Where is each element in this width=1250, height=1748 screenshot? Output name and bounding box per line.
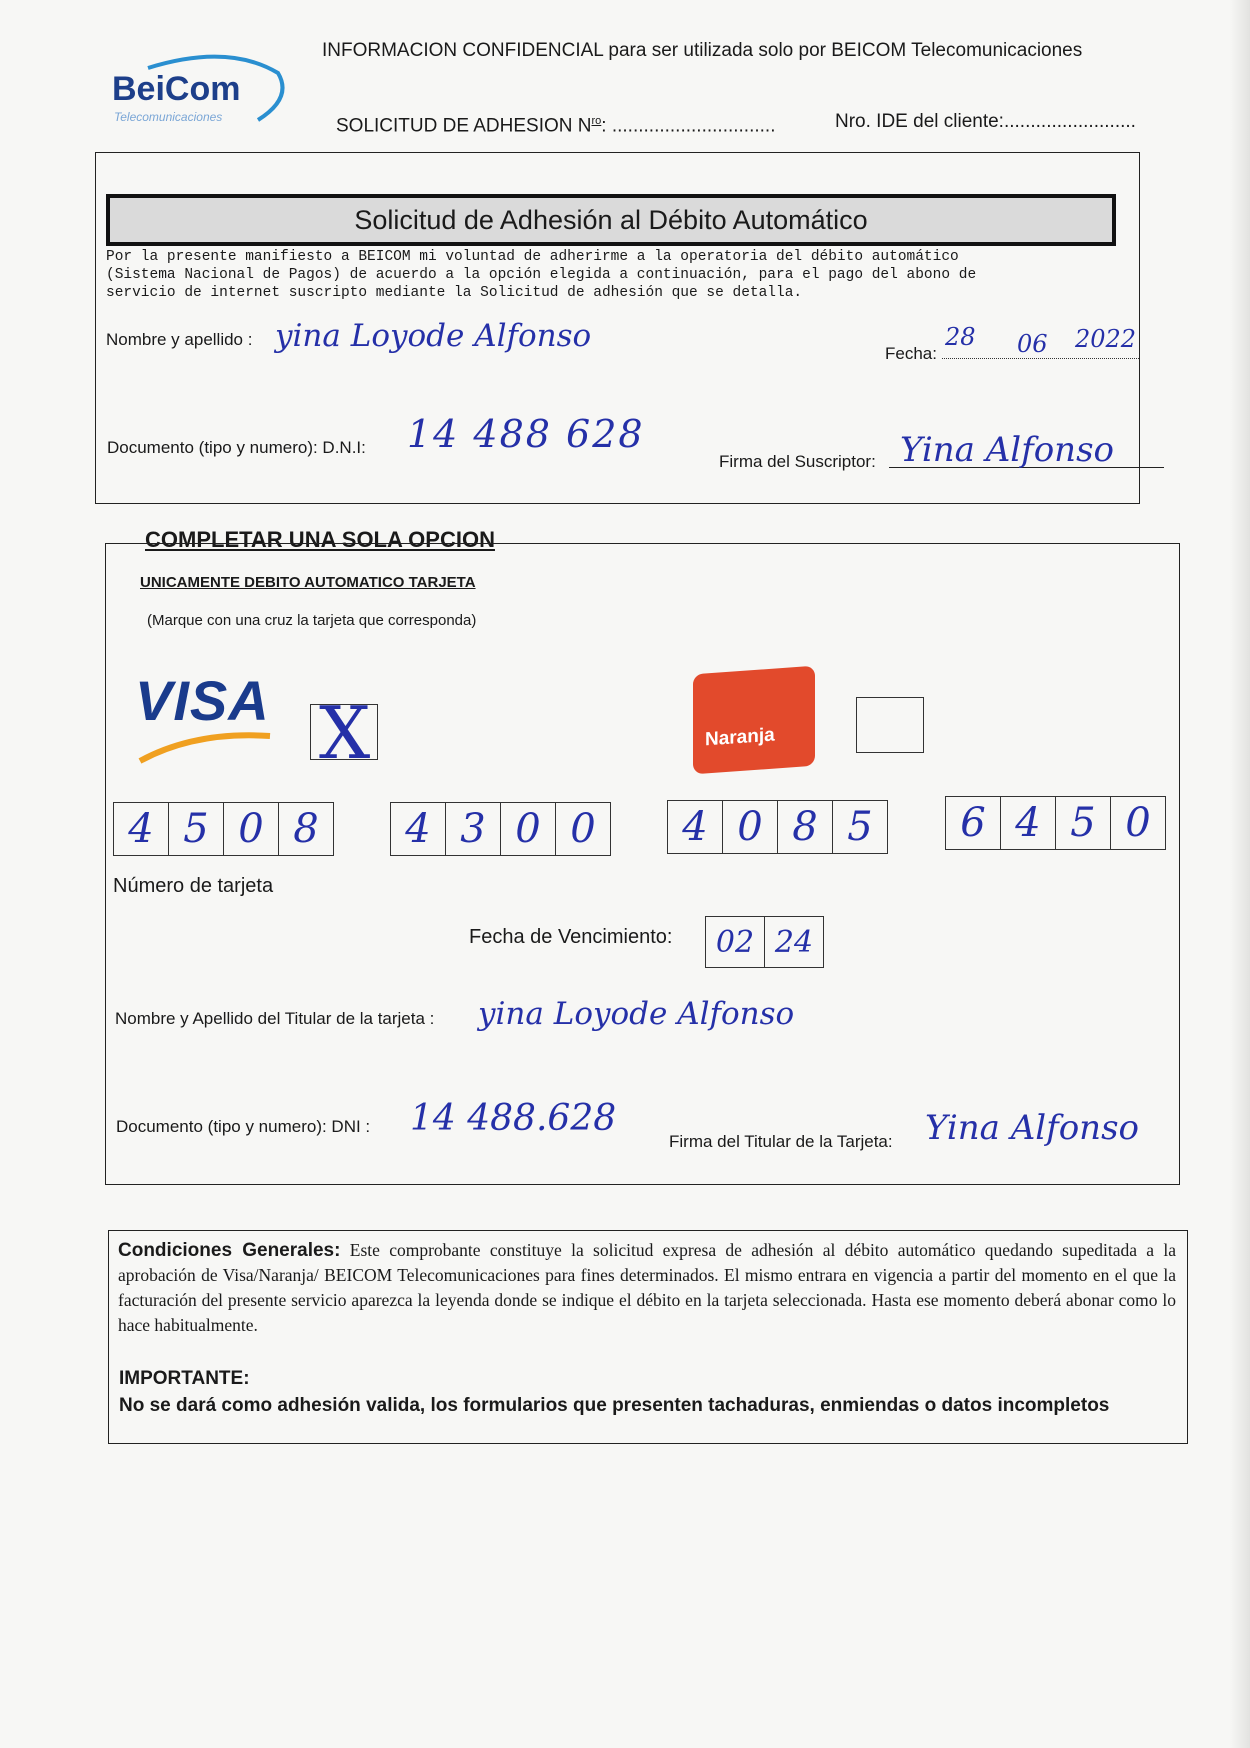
naranja-wordmark: Naranja	[705, 724, 775, 751]
logo-subtitle: Telecomunicaciones	[114, 110, 223, 124]
visa-wordmark: VISA	[135, 669, 270, 732]
intro-text	[106, 248, 976, 302]
card-digit: 0	[723, 801, 778, 853]
firma-label: Firma del Suscriptor:	[719, 452, 876, 471]
doc-label: Documento (tipo y numero): D.N.I:	[107, 438, 366, 457]
holder-firma-label: Firma del Titular de la Tarjeta:	[669, 1132, 893, 1151]
solicitud-number	[336, 115, 775, 137]
page-edge-shadow	[1230, 0, 1250, 1748]
holder-name-value[interactable]: yina Loyode Alfonso	[478, 996, 795, 1032]
section-title: Solicitud de Adhesión al Débito Automático	[354, 204, 868, 235]
holder-name-label: Nombre y Apellido del Titular de la tarjeta :	[115, 1009, 435, 1028]
expiry-year: 24	[774, 924, 814, 960]
expiry-label: Fecha de Vencimiento:	[469, 926, 673, 948]
card-digit: 4	[114, 803, 169, 855]
holder-doc-label: Documento (tipo y numero): DNI :	[116, 1117, 371, 1136]
visa-checkbox[interactable]	[310, 691, 378, 775]
card-instruction: (Marque con una cruz la tarjeta que corresponda)	[147, 612, 477, 629]
card-digit: 8	[293, 806, 319, 852]
card-subheading: UNICAMENTE DEBITO AUTOMATICO TARJETA	[140, 574, 476, 591]
card-digit: 5	[169, 803, 224, 855]
single-option-heading: COMPLETAR UNA SOLA OPCION	[145, 527, 495, 552]
confidential-notice: INFORMACION CONFIDENCIAL para ser utilizada solo por BEICOM Telecomunicaciones	[322, 40, 1083, 61]
visa-check-mark: X	[319, 691, 371, 775]
card-section	[105, 543, 1180, 1185]
fecha-day[interactable]: 28	[945, 323, 976, 351]
naranja-checkbox[interactable]	[856, 697, 924, 753]
card-digit: 0	[1125, 800, 1151, 846]
card-digit: 4	[391, 803, 446, 855]
solicitud-label: SOLICITUD DE ADHESION N	[336, 115, 592, 137]
important-title: IMPORTANTE:	[119, 1368, 250, 1389]
card-digit: 0	[224, 803, 279, 855]
expiry-field[interactable]	[705, 916, 824, 968]
solicitud-dots: : ...............................	[601, 115, 776, 137]
holder-firma-signature[interactable]: Yina Alfonso	[925, 1108, 1139, 1148]
card-digit: 5	[1056, 797, 1111, 849]
beicom-logo	[108, 48, 288, 128]
solicitud-sup: ro	[591, 115, 602, 127]
card-number-group-1[interactable]	[113, 802, 334, 856]
conditions-title: Condiciones Generales:	[118, 1240, 341, 1261]
card-digit: 8	[778, 801, 833, 853]
firma-signature[interactable]: Yina Alfonso	[900, 430, 1114, 470]
client-id-field: Nro. IDE del cliente:.........................	[835, 111, 1136, 132]
card-digit: 0	[570, 806, 596, 852]
card-digit: 3	[446, 803, 501, 855]
conditions-body: Este comprobante constituye la solicitud expresa de adhesión al débito automático quedando supeditada a la aprobación de Visa/Naranja/ BEICOM Telecomunicaciones para fines determinados. El mismo entrara en vigencia a partir del momento en el que la facturación del presente servicio aparezca la leyenda donde se indique el débito en la tarjeta seleccionada. Hasta ese momento deberá abonar como lo hace habitualmente.	[118, 1240, 1176, 1335]
important-text: No se dará como adhesión valida, los formularios que presenten tachaduras, enmiendas o datos incompletos	[119, 1395, 1110, 1416]
naranja-logo	[693, 666, 815, 775]
visa-logo	[135, 668, 275, 768]
doc-value[interactable]: 14 488 628	[407, 412, 645, 456]
card-number-group-2[interactable]	[390, 802, 611, 856]
card-digit: 5	[847, 804, 873, 850]
logo-brand: BeiCom	[112, 70, 241, 108]
section-title-bar	[106, 194, 1116, 246]
card-number-label: Número de tarjeta	[113, 875, 274, 897]
card-digit: 0	[501, 803, 556, 855]
conditions-text-block	[118, 1238, 1176, 1338]
fecha-month[interactable]: 06	[1017, 330, 1048, 358]
intro-line-3: servicio de internet suscripto mediante la Solicitud de adhesión que se detalla.	[106, 285, 803, 301]
expiry-month: 02	[706, 917, 765, 967]
intro-line-2: (Sistema Nacional de Pagos) de acuerdo a la opción elegida a continuación, para el pago del abono de	[106, 267, 977, 283]
card-number-group-3[interactable]	[667, 800, 888, 854]
fecha-year[interactable]: 2022	[1075, 325, 1137, 353]
fecha-label: Fecha:	[885, 344, 937, 363]
card-digit: 6	[946, 797, 1001, 849]
intro-line-1: Por la presente manifiesto a BEICOM mi voluntad de adherirme a la operatoria del débito automático	[106, 249, 959, 265]
card-number-group-4[interactable]	[945, 796, 1166, 850]
card-digit: 4	[668, 801, 723, 853]
name-value[interactable]: yina Loyode Alfonso	[275, 318, 592, 354]
name-label: Nombre y apellido :	[106, 330, 253, 349]
holder-doc-value[interactable]: 14 488.628	[410, 1098, 617, 1139]
visa-swoosh-icon	[135, 726, 275, 766]
card-digit: 4	[1001, 797, 1056, 849]
